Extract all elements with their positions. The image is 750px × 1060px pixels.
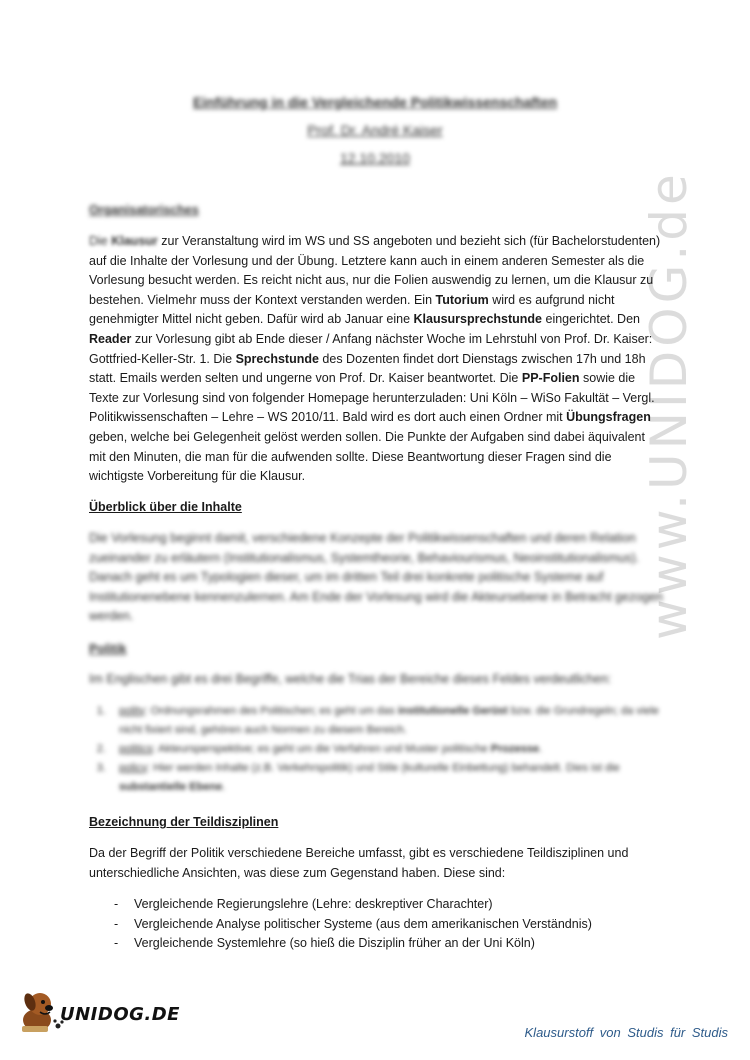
unidog-logo bbox=[10, 982, 180, 1042]
politik-list bbox=[89, 702, 664, 797]
dog-icon bbox=[10, 982, 66, 1038]
document-title: Einführung in die Vergleichende Politikwissenschaften bbox=[192, 94, 558, 110]
list-item: 1. polity: Ordnungsrahmen des Politischen; es geht um das institutionelle Gerüst bzw. die Grundregeln; da viele nicht fixiert sind, gehören auch Normen zu diesem Bereich. bbox=[109, 702, 664, 740]
section-ueberblick bbox=[89, 500, 664, 627]
section-teildisziplinen bbox=[89, 815, 664, 954]
list-item: - Vergleichende Systemlehre (so hieß die Disziplin früher an der Uni Köln) bbox=[114, 936, 535, 951]
document-date: 12.10.2010 bbox=[339, 150, 411, 166]
logo-text: UNIDOG.DE bbox=[60, 1004, 180, 1025]
teildisziplinen-paragraph: Da der Begriff der Politik verschiedene Bereiche umfasst, gibt es verschiedene Teildisziplinen und unterschiedliche Ansichten, was diese zum Gegenstand haben. Diese sind: bbox=[89, 846, 629, 880]
overview-paragraph: Die Vorlesung beginnt damit, verschiedene Konzepte der Politikwissenschaften und deren Relation zueinander zu erläutern (Institutionalismus, Systemtheorie, Behaviourismus, Neoinstitutionalismus). Danach geht es um Typologien dieser, um im dritten Teil drei konkrete politische Systeme auf Institutionenebene kennenzulernen. Am Ende der Vorlesung wird die Akteursebene in Betracht gezogen werden. bbox=[89, 531, 664, 624]
section-heading: Organisatorisches bbox=[89, 203, 199, 217]
list-item: 2. politics: Akteursperspektive; es geht um die Verfahren und Muster politische Prozesse. bbox=[109, 740, 664, 759]
org-paragraph: Die Klausur zur Veranstaltung wird im WS und SS angeboten und bezieht sich (für Bachelorstudenten) auf die Inhalte der Vorlesung und der Übung. Letztere kann auch in einem anderen Semester als die Vorlesung besucht werden. Es reicht nicht aus, nur die Folien auswendig zu lernen, um die Klausur zu bestehen. Vielmehr muss der Kontext verstanden werden. Ein Tutorium wird es aufgrund nicht genehmigter Mittel nicht geben. Dafür wird ab Januar eine Klausursprechstunde eingerichtet. Den Reader zur Vorlesung gibt ab Ende dieser / Anfang nächster Woche im Lehrstuhl von Prof. Dr. Kaiser: Gottfried-Keller-Str. 1. Die Sprechstunde des Dozenten findet dort Dienstags zwischen 17h und 18h statt. Emails werden selten und ungerne von Prof. Dr. Kaiser beantwortet. Die PP-Folien sowie die Texte zur Vorlesung sind von folgender Homepage herunterzuladen: Uni Köln – WiSo Fakultät – Vergl. Politikwissenschaften – Lehre – WS 2010/11. Bald wird es dort auch einen Ordner mit Übungsfragen geben, welche bei Gelegenheit gelöst werden sollen. Die Punkte der Aufgaben sind dabei äquivalent mit den Minuten, die man für die aufwenden sollte. Diese Beantwortung dieser Fragen sind die wichtigste Vorbereitung für die Klausur. bbox=[89, 234, 661, 484]
list-item: 3. policy: Hier werden Inhalte (z.B. Verkehrspolitik) und Stile (kulturelle Einbettung) behandelt. Dies ist die substantielle Ebene. bbox=[109, 759, 664, 797]
watermark: www.UNIDOG.de bbox=[640, 170, 698, 640]
politik-intro: Im Englischen gibt es drei Begriffe, welche die Trias der Bereiche dieses Feldes verdeutlichen: bbox=[89, 672, 612, 686]
list-item: - Vergleichende Analyse politischer Systeme (aus dem amerikanischen Verständnis) bbox=[114, 916, 592, 931]
section-organisatorisches bbox=[89, 203, 664, 487]
list-item: - Vergleichende Regierungslehre (Lehre: deskreptiver Charachter) bbox=[114, 897, 493, 912]
teildisziplinen-list bbox=[89, 895, 664, 954]
footer-tagline: Klausurstoff von Studis für Studis bbox=[524, 1025, 728, 1040]
title-block bbox=[0, 88, 750, 172]
section-heading: Überblick über die Inhalte bbox=[89, 500, 242, 514]
section-heading: Bezeichnung der Teildisziplinen bbox=[89, 815, 279, 829]
document-author: Prof. Dr. André Kaiser bbox=[307, 122, 443, 138]
section-heading: Politik bbox=[89, 642, 127, 656]
section-politik bbox=[89, 642, 664, 797]
